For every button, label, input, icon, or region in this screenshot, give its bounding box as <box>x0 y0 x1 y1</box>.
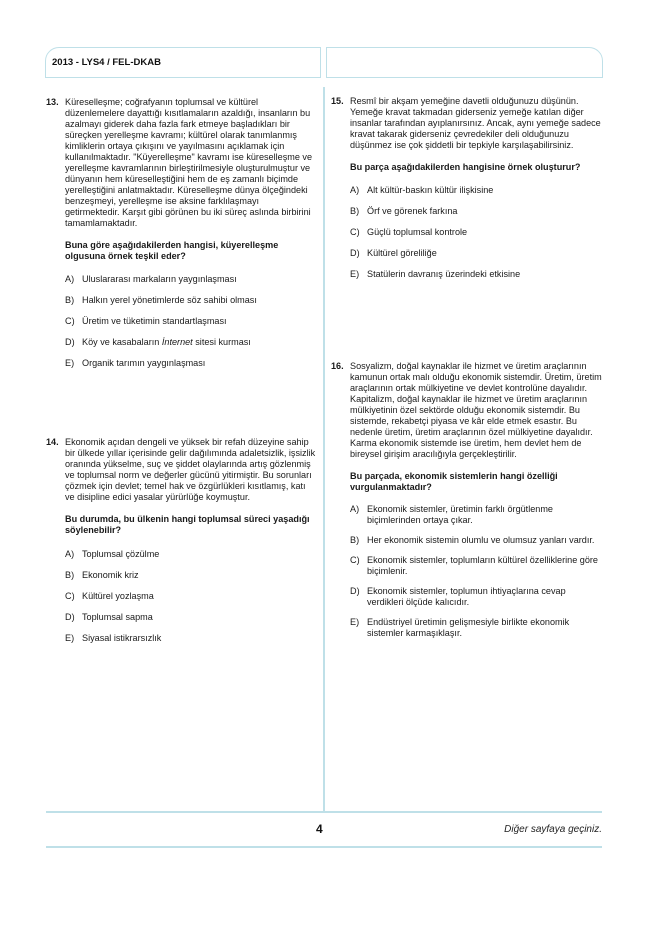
option-letter: B) <box>65 570 75 580</box>
option-a[interactable] <box>65 274 314 285</box>
footer-bottom-rule <box>46 846 602 848</box>
option-letter: A) <box>65 274 75 284</box>
option-text-italic: İnternet <box>161 337 193 347</box>
option-d[interactable] <box>350 586 603 608</box>
option-letter: C) <box>350 555 360 565</box>
option-text: Endüstriyel üretimin gelişmesiyle birlikte ekonomik sistemler karmaşıklaşır. <box>367 617 570 638</box>
option-letter: B) <box>65 295 75 305</box>
question-number: 15. <box>331 96 344 106</box>
option-text: Statülerin davranış üzerindeki etkisine <box>367 269 521 279</box>
question-stem: Resmî bir akşam yemeğine davetli olduğunuzu düşünün. Yemeğe kravat takmadan giderseniz yemeğe katılan diğer insanlar tarafından ayıplanırsınız. Ancak, aynı yemeğe sadece kravat takarak giderseniz çevredekiler deli olduğunuzu düşünmez ise çok şiddetli bir tepkiyle karşılaşabilirsiniz. <box>350 96 601 150</box>
option-text: Organik tarımın yaygınlaşması <box>82 358 206 368</box>
option-letter: C) <box>65 316 75 326</box>
option-letter: D) <box>65 612 75 622</box>
option-letter: B) <box>350 535 360 545</box>
option-text: Örf ve görenek farkına <box>367 206 458 216</box>
option-text: Her ekonomik sistemin olumlu ve olumsuz yanları vardır. <box>367 535 595 545</box>
question-14 <box>46 437 316 654</box>
option-letter: A) <box>65 549 75 559</box>
question-13 <box>46 97 314 379</box>
option-text-post: sitesi kurması <box>192 337 251 347</box>
option-letter: D) <box>350 586 360 596</box>
option-e[interactable] <box>350 269 603 280</box>
options-list <box>65 274 314 369</box>
option-text: Kültürel göreliliğe <box>367 248 437 258</box>
option-letter: B) <box>350 206 360 216</box>
option-e[interactable] <box>65 358 314 369</box>
option-b[interactable] <box>350 535 603 546</box>
option-c[interactable] <box>65 316 314 327</box>
option-b[interactable] <box>65 295 314 306</box>
option-d[interactable] <box>350 248 603 259</box>
question-number: 13. <box>46 97 59 107</box>
option-letter: E) <box>65 633 75 643</box>
option-text: Ekonomik sistemler, toplumların kültürel özelliklerine göre biçimlenir. <box>367 555 598 576</box>
option-letter: D) <box>65 337 75 347</box>
option-text: Toplumsal sapma <box>82 612 153 622</box>
option-text: Toplumsal çözülme <box>82 549 160 559</box>
option-text: Kültürel yozlaşma <box>82 591 154 601</box>
options-list <box>350 504 603 639</box>
page-number: 4 <box>316 822 323 836</box>
option-d[interactable] <box>65 612 316 623</box>
option-letter: E) <box>350 269 360 279</box>
option-c[interactable] <box>350 227 603 238</box>
question-number: 14. <box>46 437 59 447</box>
option-text: Ekonomik sistemler, toplumun ihtiyaçlarına cevap verdikleri ölçüde kalıcıdır. <box>367 586 566 607</box>
options-list <box>350 185 603 280</box>
footer-top-rule <box>46 811 602 813</box>
question-prompt: Bu parçada, ekonomik sistemlerin hangi özelliği vurgulanmaktadır? <box>350 471 558 492</box>
options-list <box>65 549 316 644</box>
option-text: Alt kültür-baskın kültür ilişkisine <box>367 185 494 195</box>
question-16 <box>331 361 603 648</box>
option-letter: A) <box>350 185 360 195</box>
option-c[interactable] <box>65 591 316 602</box>
next-page-note: Diğer sayfaya geçiniz. <box>504 824 602 835</box>
option-letter: E) <box>350 617 360 627</box>
option-text <box>82 337 314 348</box>
column-divider <box>323 87 325 812</box>
option-letter: D) <box>350 248 360 258</box>
question-15 <box>331 96 603 290</box>
question-prompt: Bu durumda, bu ülkenin hangi toplumsal süreci yaşadığı söylenebilir? <box>65 514 310 535</box>
exam-title: 2013 - LYS4 / FEL-DKAB <box>52 57 161 68</box>
option-d[interactable] <box>65 337 314 348</box>
header-box-left <box>45 47 321 78</box>
question-prompt: Buna göre aşağıdakilerden hangisi, küyerelleşme olgusuna örnek teşkil eder? <box>65 240 279 261</box>
option-text: Üretim ve tüketimin standartlaşması <box>82 316 227 326</box>
option-text: Siyasal istikrarsızlık <box>82 633 162 643</box>
option-text: Uluslararası markaların yaygınlaşması <box>82 274 237 284</box>
question-stem: Ekonomik açıdan dengeli ve yüksek bir refah düzeyine sahip bir ülkede yıllar içerisinde gelir dağılımında adaletsizlik, işsizlik oranında yükselme, suç ve şiddet olaylarında artış gözlenmiş ve toplumsal norm ve değerler gücünü yitirmiştir. Bu sorunları çözmek için devlet; temel hak ve özgürlükleri kısıtlamış, katı ve disipline edici yasalar yürürlüğe koymuştur. <box>65 437 316 502</box>
question-stem: Küreselleşme; coğrafyanın toplumsal ve kültürel düzenlemelere dayattığı kısıtlamaların azaldığı, insanların bu azalmayı giderek daha fazla fark etmeye başladıkları bir süreçken yerelleşme kavramı; kültürel olarak tanımlanmış kimliklerin ortaya çıkışını ve yayılmasını açıklamak için kullanılmaktadır. "Küyerelleşme" kavramı ise küreselleşme ve yerelleşme kavramlarının birleştirilmesiyle oluşturulmuştur ve dünyanın hem küreselleştiğini hem de eş zamanlı biçimde yerelleştiğini anlatmaktadır. Küreselleşme dünya ölçeğindeki benzeşmeyi, yerelleşme ise aksine farklılaşmayı getirmektedir. Karşıt gibi görünen bu iki süreç aslında birbirini tamamlamaktadır. <box>65 97 313 228</box>
option-a[interactable] <box>65 549 316 560</box>
option-letter: C) <box>65 591 75 601</box>
option-e[interactable] <box>65 633 316 644</box>
question-number: 16. <box>331 361 344 371</box>
header-box-right <box>326 47 603 78</box>
option-a[interactable] <box>350 504 603 526</box>
option-text: Ekonomik kriz <box>82 570 139 580</box>
option-text: Güçlü toplumsal kontrole <box>367 227 468 237</box>
option-a[interactable] <box>350 185 603 196</box>
option-text: Halkın yerel yönetimlerde söz sahibi olması <box>82 295 257 305</box>
option-letter: A) <box>350 504 360 514</box>
option-b[interactable] <box>65 570 316 581</box>
option-letter: C) <box>350 227 360 237</box>
option-letter: E) <box>65 358 75 368</box>
option-c[interactable] <box>350 555 603 577</box>
option-text-pre: Köy ve kasabaların <box>82 337 162 347</box>
question-stem: Sosyalizm, doğal kaynaklar ile hizmet ve üretim araçlarının kamunun ortak malı olduğu ekonomik sistemdir. Üretim, üretim araçlarının ortak mülkiyetine ve devlet kontrolüne dayalıdır. Kapitalizm, doğal kaynaklar ile hizmet ve üretim araçlarının mülkiyetinin özel sektörde olduğu ekonomik sistemdir. Bu sistemde, rekabetçi piyasa ve kâr elde etmek esastır. Bu nedenle üretim, üretim araçlarının özel mülkiyetine dayalıdır. Karma ekonomik sistemde ise üretim, hem devlet hem de bireysel girişim aracılığıyla gerçekleştirilir. <box>350 361 602 459</box>
option-b[interactable] <box>350 206 603 217</box>
option-e[interactable] <box>350 617 603 639</box>
option-text: Ekonomik sistemler, üretimin farklı örgütlenme biçimlerinden ortaya çıkar. <box>367 504 553 525</box>
question-prompt: Bu parça aşağıdakilerden hangisine örnek oluşturur? <box>350 162 581 172</box>
